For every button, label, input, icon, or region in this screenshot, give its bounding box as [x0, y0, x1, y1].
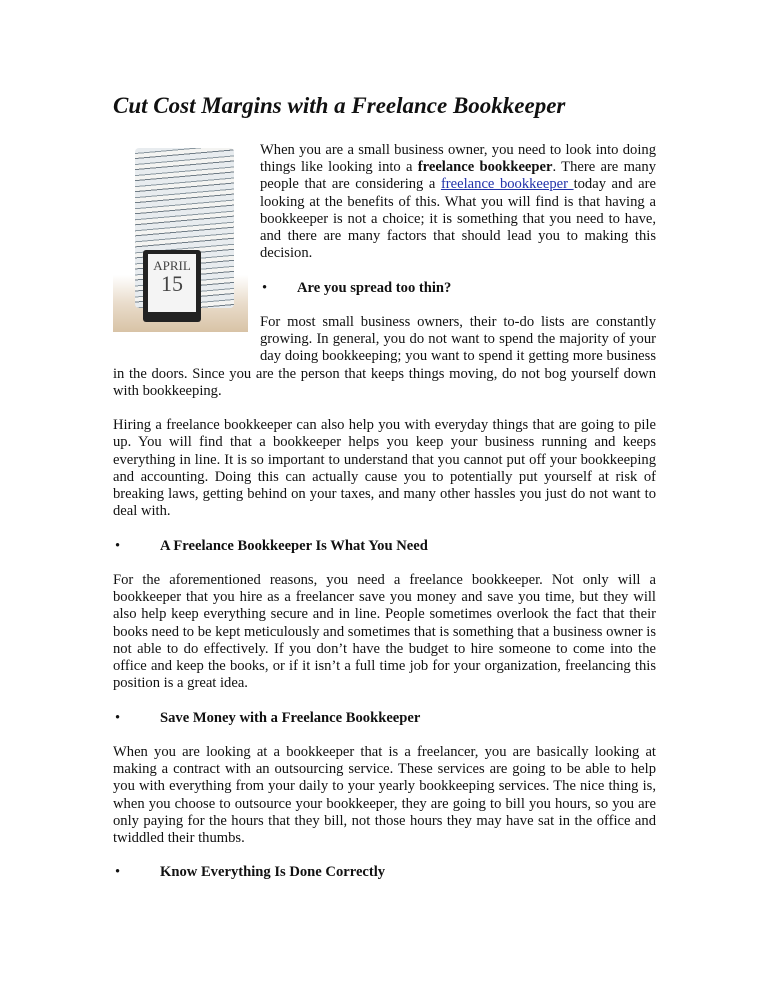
calendar-day: 15	[161, 271, 183, 296]
calendar-month: APRIL	[153, 258, 191, 273]
calendar-icon	[143, 250, 201, 322]
section-heading	[113, 710, 656, 727]
section-heading	[113, 538, 656, 555]
freelance-bookkeeper-link[interactable]: freelance bookkeeper	[440, 176, 574, 193]
bullet-icon: •	[115, 864, 121, 881]
bullet-icon: •	[115, 709, 121, 726]
heading-text: Save Money with a Freelance Bookkeeper	[160, 709, 421, 726]
bullet-icon: •	[262, 279, 268, 296]
heading-text: A Freelance Bookkeeper Is What You Need	[160, 537, 428, 554]
heading-text: Are you spread too thin?	[297, 279, 452, 296]
paragraph: Hiring a freelance bookkeeper can also help you with everyday things that are going to pile up. You will find that a bookkeeper helps you keep your business running and keeps everything in line. It is so important to understand that you cannot put off your bookkeeping and accounting. Doing this can actually cause you to potentially put yourself at risk of breaking laws, getting behind on your taxes, and many other hassles you just do not want to deal with.	[113, 417, 656, 520]
paragraph: For the aforementioned reasons, you need a freelance bookkeeper. Not only will a bookkeeper that you hire as a freelancer save you money and save you time, but they will also help keep everything secure and in line. People sometimes overlook the fact that their books need to be kept meticulously and sometimes that is something that a business owner is not able to do effectively. If you don’t have the budget to hire someone to come into the office and keep the books, or if it isn’t a full time job for your organization, freelancing this position is a great idea.	[113, 572, 656, 692]
intro-bold: freelance bookkeeper	[417, 159, 553, 176]
section-heading	[113, 864, 656, 881]
intro-text: . There are many people that are considering a	[260, 159, 656, 193]
paragraph: When you are looking at a bookkeeper that is a freelancer, you are basically looking at making a contract with an outsourcing service. These services are going to be able to help you with everything from your daily to your yearly bookkeeping services. The nice thing is, when you choose to outsource your bookkeeper, they are going to bill you hours, so you are only paying for the hours that they bill, not those hours they may have sat in the office and twiddled their thumbs.	[113, 744, 656, 847]
intro-text: today and are looking at the benefits of this. What you will find is that having a bookkeeper is not a choice; it is something that you need to have, and there are many factors that should lead you to making this decision.	[260, 176, 656, 262]
document-page	[113, 92, 656, 899]
intro-text: When you are a small business owner, you need to look into doing things like looking into a	[260, 142, 656, 176]
paragraph: For most small business owners, their to-do lists are constantly growing. In general, you do not want to spend the majority of your day doing bookkeeping; you want to spend it getting more business in the doors. Since you are the person that keeps things moving, do not bog yourself down with bookkeeping.	[113, 314, 656, 399]
section-heading	[260, 280, 656, 297]
bullet-icon: •	[115, 537, 121, 554]
document-title: Cut Cost Margins with a Freelance Bookkeeper	[113, 93, 566, 118]
tax-paper-stack-image	[113, 142, 248, 332]
heading-text: Know Everything Is Done Correctly	[160, 864, 386, 881]
